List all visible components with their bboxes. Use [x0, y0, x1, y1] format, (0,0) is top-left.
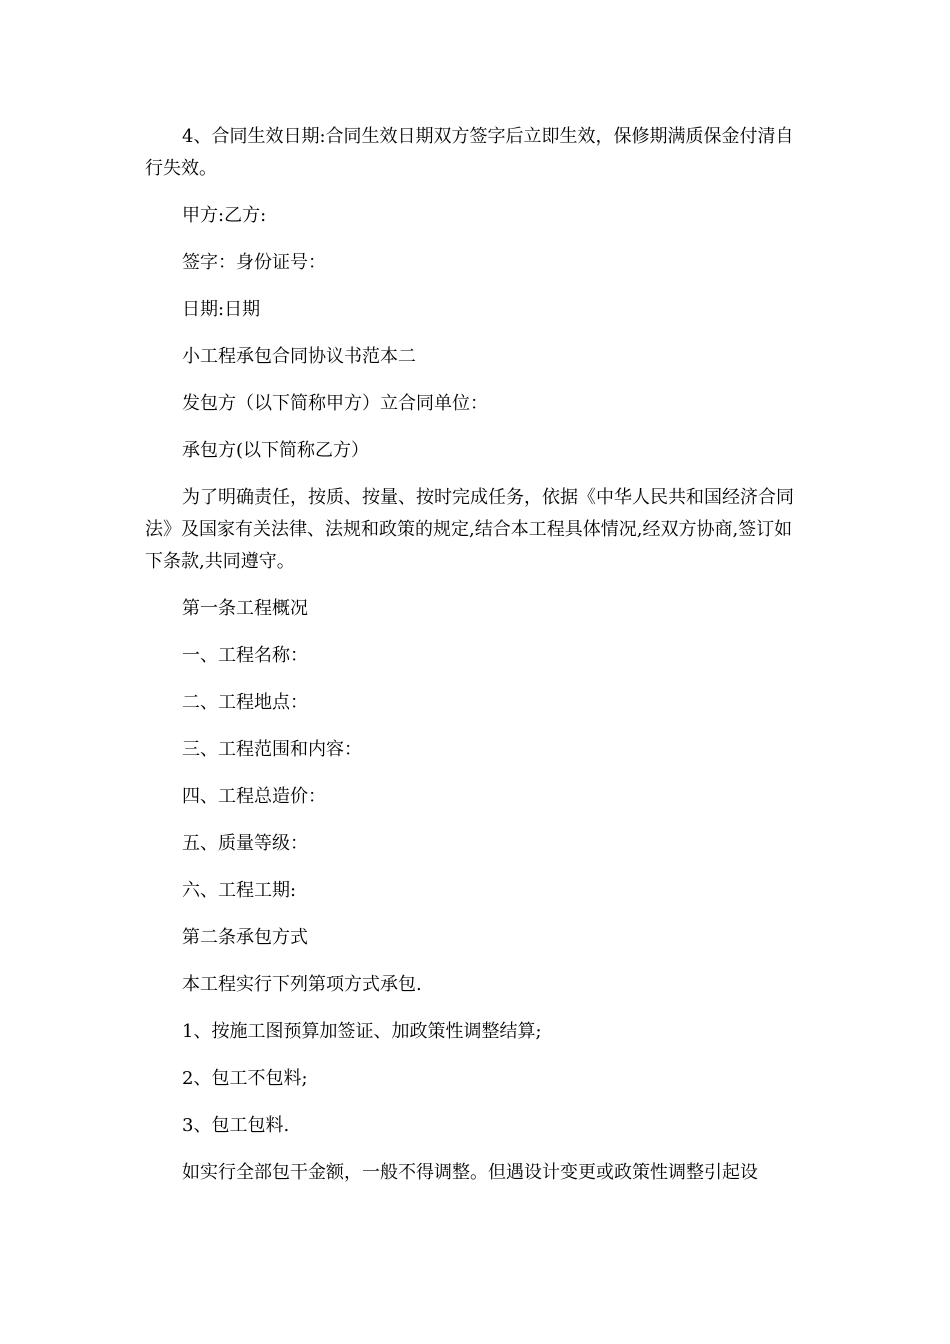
item-project-duration: 六、工程工期: [182, 880, 297, 901]
method-option-one: 1、按施工图预算加签证、加政策性调整结算; [182, 1021, 542, 1042]
document-body [145, 121, 810, 1204]
item-quality-grade: 五、质量等级： [182, 833, 308, 854]
paragraph-dates: 日期:日期 [182, 299, 261, 320]
section-title-template-two: 小工程承包合同协议书范本二 [182, 346, 416, 367]
paragraph-parties: 甲方:乙方: [182, 205, 267, 226]
item-project-name: 一、工程名称： [182, 645, 308, 666]
paragraph-signature-id: 签字：身份证号： [182, 252, 326, 273]
method-option-three: 3、包工包料. [182, 1115, 290, 1136]
item-project-cost: 四、工程总造价： [182, 786, 326, 807]
item-project-scope: 三、工程范围和内容： [182, 739, 362, 760]
paragraph-effective-date: 4、合同生效日期:合同生效日期双方签字后立即生效，保修期满质保金付清自行失效。 [145, 126, 794, 179]
paragraph-lump-sum: 如实行全部包干金额，一般不得调整。但遇设计变更或政策性调整引起设 [182, 1162, 758, 1183]
paragraph-contractor: 承包方(以下简称乙方） [182, 440, 370, 461]
method-option-two: 2、包工不包料; [182, 1068, 308, 1089]
article-one-heading: 第一条工程概况 [182, 598, 308, 619]
paragraph-employer: 发包方（以下简称甲方）立合同单位： [182, 393, 488, 414]
paragraph-contract-method: 本工程实行下列第项方式承包. [182, 974, 422, 995]
article-two-heading: 第二条承包方式 [182, 927, 308, 948]
paragraph-preamble: 为了明确责任，按质、按量、按时完成任务，依据《中华人民共和国经济合同法》及国家有关法律、法规和政策的规定,结合本工程具体情况,经双方协商,签订如下条款,共同遵守。 [145, 487, 794, 572]
item-project-location: 二、工程地点： [182, 692, 308, 713]
